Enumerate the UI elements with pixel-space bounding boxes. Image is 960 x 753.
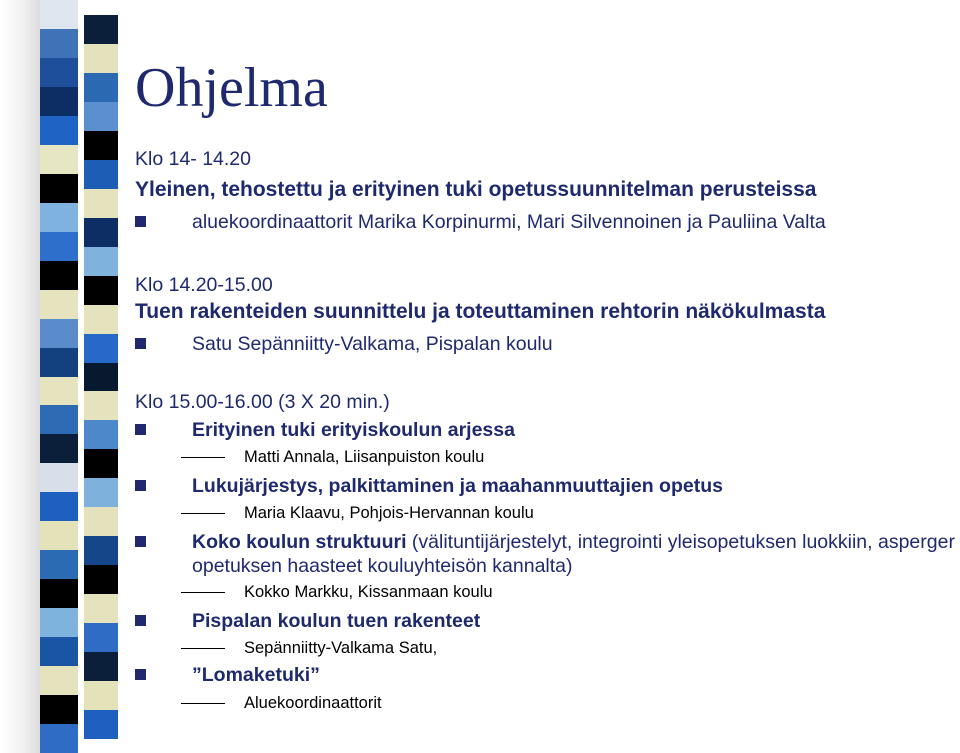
list-item xyxy=(135,530,957,578)
stripe-block xyxy=(40,608,78,637)
stripe-block xyxy=(84,420,118,449)
stripe-block xyxy=(40,666,78,695)
stripe-block xyxy=(84,363,118,392)
sub-item xyxy=(181,504,941,523)
dash-icon xyxy=(181,513,225,514)
session-time: Klo 15.00-16.00 (3 X 20 min.) xyxy=(135,391,390,413)
square-bullet-icon xyxy=(135,615,146,626)
list-item xyxy=(135,210,957,234)
sub-item xyxy=(181,639,941,658)
stripe-block xyxy=(84,305,118,334)
list-item xyxy=(135,332,957,356)
stripe-block xyxy=(84,131,118,160)
stripe-block xyxy=(84,710,118,739)
stripe-block xyxy=(84,0,118,15)
list-item-text xyxy=(192,530,957,578)
session-time: Klo 14- 14.20 xyxy=(135,148,252,170)
list-item-text: Satu Sepänniitty-Valkama, Pispalan koulu xyxy=(192,333,553,355)
list-item-text-bold: Koko koulun struktuuri xyxy=(192,531,407,553)
sub-item-text: Aluekoordinaattorit xyxy=(244,694,382,712)
stripe-block xyxy=(40,377,78,406)
stripe-block xyxy=(40,232,78,261)
stripe-block xyxy=(84,623,118,652)
sub-item-text: Matti Annala, Liisanpuiston koulu xyxy=(244,448,485,466)
list-item xyxy=(135,474,957,498)
stripe-block xyxy=(84,160,118,189)
stripe-block xyxy=(84,73,118,102)
square-bullet-icon xyxy=(135,669,146,680)
stripe-block xyxy=(84,652,118,681)
stripe-block xyxy=(84,681,118,710)
stripe-block xyxy=(84,478,118,507)
list-item-text-rest: (välituntijärjestelyt, integrointi yleisopetuksen luokkiin, asperger opetuksen haasteet kouluyhteisön kannalta) xyxy=(192,531,955,577)
stripe-block xyxy=(40,87,78,116)
stripe-block xyxy=(40,348,78,377)
stripe-block xyxy=(40,550,78,579)
list-item-text: Pispalan koulun tuen rakenteet xyxy=(192,610,481,632)
dash-icon xyxy=(181,592,225,593)
list-item-text: Lukujärjestys, palkittaminen ja maahanmuuttajien opetus xyxy=(192,475,723,497)
stripe-block xyxy=(84,276,118,305)
stripe-block xyxy=(40,0,78,29)
stripe-block xyxy=(40,521,78,550)
session-heading: Yleinen, tehostettu ja erityinen tuki opetussuunnitelman perusteissa xyxy=(135,178,817,201)
stripe-block xyxy=(40,29,78,58)
dash-icon xyxy=(181,648,225,649)
stripe-block xyxy=(40,116,78,145)
square-bullet-icon xyxy=(135,216,146,227)
stripe-block xyxy=(40,695,78,724)
stripe-block xyxy=(40,434,78,463)
stripe-block xyxy=(84,15,118,44)
decorative-stripe xyxy=(0,0,120,753)
sub-item-text: Sepänniitty-Valkama Satu, xyxy=(244,639,438,657)
dash-icon xyxy=(181,457,225,458)
stripe-block xyxy=(84,565,118,594)
stripe-block xyxy=(40,637,78,666)
session-heading: Tuen rakenteiden suunnittelu ja toteuttaminen rehtorin näkökulmasta xyxy=(135,300,826,323)
list-item-text: ”Lomaketuki” xyxy=(192,664,320,686)
stripe-block xyxy=(40,203,78,232)
stripe-column-left xyxy=(40,0,78,753)
stripe-block xyxy=(84,449,118,478)
sub-item xyxy=(181,694,941,713)
stripe-block xyxy=(40,405,78,434)
session-time: Klo 14.20-15.00 xyxy=(135,274,273,296)
stripe-block xyxy=(40,579,78,608)
stripe-block xyxy=(84,189,118,218)
stripe-block xyxy=(40,174,78,203)
stripe-block xyxy=(84,334,118,363)
stripe-block xyxy=(84,102,118,131)
page-title: Ohjelma xyxy=(135,57,328,119)
sub-item-text: Maria Klaavu, Pohjois-Hervannan koulu xyxy=(244,504,534,522)
square-bullet-icon xyxy=(135,536,146,547)
stripe-block xyxy=(40,463,78,492)
stripe-block xyxy=(40,724,78,753)
stripe-block xyxy=(84,391,118,420)
sub-item xyxy=(181,448,941,467)
stripe-block xyxy=(40,290,78,319)
stripe-block xyxy=(40,319,78,348)
stripe-block xyxy=(84,507,118,536)
square-bullet-icon xyxy=(135,338,146,349)
stripe-block xyxy=(40,145,78,174)
stripe-column-right xyxy=(84,0,118,753)
stripe-block xyxy=(84,218,118,247)
list-item xyxy=(135,418,957,442)
stripe-block xyxy=(40,58,78,87)
list-item-text: aluekoordinaattorit Marika Korpinurmi, Mari Silvennoinen ja Pauliina Valta xyxy=(192,211,826,233)
sub-item xyxy=(181,583,941,602)
square-bullet-icon xyxy=(135,480,146,491)
dash-icon xyxy=(181,703,225,704)
list-item-text: Erityinen tuki erityiskoulun arjessa xyxy=(192,419,515,441)
stripe-block xyxy=(84,247,118,276)
sub-item-text: Kokko Markku, Kissanmaan koulu xyxy=(244,583,493,601)
square-bullet-icon xyxy=(135,424,146,435)
stripe-block xyxy=(84,536,118,565)
list-item xyxy=(135,609,957,633)
stripe-block xyxy=(40,492,78,521)
stripe-block xyxy=(84,594,118,623)
list-item xyxy=(135,663,957,687)
stripe-block xyxy=(40,261,78,290)
stripe-block xyxy=(84,44,118,73)
stripe-shadow xyxy=(0,0,40,753)
